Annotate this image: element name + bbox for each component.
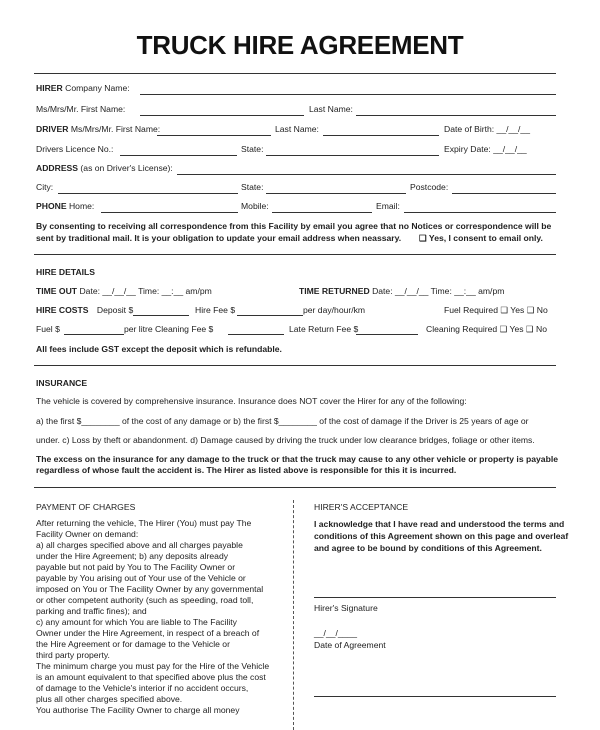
- phone-home-row: [36, 201, 94, 211]
- payment-text-line: the Hire Agreement or for damage to the Vehicle or: [36, 639, 230, 649]
- consent-text-line2: sent by traditional mail. It is your obligation to update your email address when neassary.: [36, 233, 402, 243]
- time-out-row[interactable]: [36, 286, 212, 296]
- phone-home-field[interactable]: [101, 212, 238, 213]
- title-divider: [34, 73, 556, 74]
- payment-text-line: under the Hire Agreement; b) any deposits already: [36, 551, 229, 561]
- hire-costs-row: [36, 305, 133, 315]
- payment-text-line: imposed on You or The Facility Owner by any governmental: [36, 584, 264, 594]
- licence-state-field[interactable]: [266, 155, 439, 156]
- acceptance-text-line1: I acknowledge that I have read and understood the terms and: [314, 519, 565, 529]
- insurance-intro: The vehicle is covered by comprehensive insurance. Insurance does NOT cover the Hirer for any of the following:: [36, 396, 467, 406]
- hirer-label: HIRER: [36, 83, 63, 93]
- time-returned-fields[interactable]: Date: __/__/__ Time: __:__ am/pm: [372, 286, 505, 296]
- address-state-field[interactable]: [266, 193, 406, 194]
- driver-first-name-label: Ms/Mrs/Mr. First Name:: [70, 124, 161, 134]
- payment-text-line: a) all charges specified above and all charges payable: [36, 540, 243, 550]
- hirer-last-name-field[interactable]: [356, 115, 556, 116]
- email-field[interactable]: [404, 212, 556, 213]
- column-divider: [293, 500, 294, 730]
- payment-text-line: or other competent authority (such as speeding, road toll,: [36, 595, 254, 605]
- consent-text-line1: By consenting to receiving all correspondence from this Facility by email you agree that no Notices or correspondence will be: [36, 221, 552, 231]
- extra-signature-line[interactable]: [314, 696, 556, 697]
- acceptance-text-line3: and agree to be bound by conditions of this Agreement.: [314, 543, 542, 553]
- address-note: (as on Driver's License):: [80, 163, 173, 173]
- cleaning-fee-field[interactable]: [228, 334, 284, 335]
- section-divider: [34, 487, 556, 488]
- agreement-date-label: Date of Agreement: [314, 640, 386, 650]
- section-divider: [34, 254, 556, 255]
- mobile-field[interactable]: [272, 212, 372, 213]
- payment-text-line: of damage to the Vehicle's interior if no accident occurs,: [36, 683, 249, 693]
- payment-text: [36, 518, 269, 716]
- payment-text-line: Owner under the Hire Agreement, in respect of a breach of: [36, 628, 260, 638]
- address-field[interactable]: [177, 174, 556, 175]
- licence-no-field[interactable]: [120, 155, 237, 156]
- driver-last-name-label: Last Name:: [275, 124, 319, 134]
- fuel-field[interactable]: [64, 334, 124, 335]
- phone-home-label: Home:: [68, 201, 95, 211]
- acceptance-heading: HIRER'S ACCEPTANCE: [314, 502, 409, 512]
- address-row: [36, 163, 173, 173]
- payment-text-line: is an amount equivalent to that specified above plus the cost: [36, 672, 266, 682]
- gst-note: All fees include GST except the deposit which is refundable.: [36, 344, 282, 354]
- driver-first-name-field[interactable]: [157, 135, 271, 136]
- time-returned-label: TIME RETURNED: [299, 286, 370, 296]
- time-returned-row[interactable]: [299, 286, 504, 296]
- hirer-first-name-field[interactable]: [140, 115, 304, 116]
- fuel-label: Fuel $: [36, 324, 60, 334]
- payment-text-line: third party property.: [36, 650, 110, 660]
- acceptance-text-line2: conditions of this Agreement shown on this page and overleaf: [314, 531, 569, 541]
- city-label: City:: [36, 182, 54, 192]
- email-consent-checkbox[interactable]: ❑ Yes, I consent to email only.: [419, 233, 543, 243]
- licence-no-label: Drivers Licence No.:: [36, 144, 114, 154]
- payment-heading: PAYMENT OF CHARGES: [36, 502, 136, 512]
- page-title: TRUCK HIRE AGREEMENT: [136, 30, 464, 60]
- licence-expiry-field[interactable]: Expiry Date: __/__/__: [444, 144, 527, 154]
- city-field[interactable]: [58, 193, 238, 194]
- company-name-label: Company Name:: [65, 83, 130, 93]
- payment-text-line: After returning the vehicle, The Hirer (You) must pay The: [36, 518, 252, 528]
- hirer-company-row: [36, 83, 130, 93]
- driver-last-name-field[interactable]: [323, 135, 439, 136]
- hire-fee-label: Hire Fee $: [195, 305, 236, 315]
- section-divider: [34, 365, 556, 366]
- fuel-required-checkboxes[interactable]: Fuel Required ❑ Yes ❑ No: [444, 305, 548, 315]
- payment-text-line: parking and traffic fines); and: [36, 606, 147, 616]
- late-return-field[interactable]: [356, 334, 418, 335]
- insurance-clause-a: a) the first $________ of the cost of any damage or b) the first $________ of the cost of damage if the Driver is 25 years of age or: [36, 416, 529, 426]
- postcode-field[interactable]: [452, 193, 556, 194]
- payment-text-line: The minimum charge you must pay for the Hire of the Vehicle: [36, 661, 270, 671]
- hire-costs-label: HIRE COSTS: [36, 305, 89, 315]
- agreement-date-field[interactable]: __/__/____: [314, 628, 358, 638]
- payment-text-line: payable by You arising out of Your use of the Vehicle or: [36, 573, 246, 583]
- hire-details-heading: HIRE DETAILS: [36, 267, 96, 277]
- payment-text-line: You authorise The Facility Owner to charge all money: [36, 705, 240, 715]
- late-return-label: Late Return Fee $: [289, 324, 359, 334]
- hire-fee-field[interactable]: [237, 315, 303, 316]
- excess-text-line1: The excess on the insurance for any damage to the truck or that the truck may cause to any other vehicle or property is payable: [36, 454, 558, 464]
- hirer-last-name-label: Last Name:: [309, 104, 353, 114]
- address-state-label: State:: [241, 182, 264, 192]
- driver-dob-field[interactable]: Date of Birth: __/__/__: [444, 124, 530, 134]
- excess-text-line2: regardless of whose fault the accident is. The Hirer as listed above is responsible for this it is incurred.: [36, 465, 457, 475]
- driver-first-name-row: [36, 124, 160, 134]
- company-name-field[interactable]: [140, 94, 556, 95]
- insurance-clause-b: under. c) Loss by theft or abandonment. d) Damage caused by driving the truck under low clearance bridges, foliage or other items.: [36, 435, 535, 445]
- address-label: ADDRESS: [36, 163, 79, 173]
- per-day-label: per day/hour/km: [303, 305, 366, 315]
- postcode-label: Postcode:: [410, 182, 449, 192]
- time-out-fields[interactable]: Date: __/__/__ Time: __:__ am/pm: [79, 286, 212, 296]
- payment-text-line: plus all other charges specified above.: [36, 694, 183, 704]
- cleaning-required-checkboxes[interactable]: Cleaning Required ❑ Yes ❑ No: [426, 324, 547, 334]
- time-out-label: TIME OUT: [36, 286, 78, 296]
- signature-field[interactable]: [314, 597, 556, 598]
- insurance-heading: INSURANCE: [36, 378, 88, 388]
- payment-text-line: c) any amount for which You are liable to The Facility: [36, 617, 237, 627]
- email-label: Email:: [376, 201, 400, 211]
- licence-state-label: State:: [241, 144, 264, 154]
- mobile-label: Mobile:: [241, 201, 269, 211]
- signature-label: Hirer's Signature: [314, 603, 378, 613]
- phone-label: PHONE: [36, 201, 67, 211]
- deposit-field[interactable]: [133, 315, 189, 316]
- hirer-first-name-label: Ms/Mrs/Mr. First Name:: [36, 104, 126, 114]
- deposit-label: Deposit $: [96, 305, 134, 315]
- driver-label: DRIVER: [36, 124, 69, 134]
- payment-text-line: payable but not paid by You to The Facility Owner or: [36, 562, 236, 572]
- payment-text-line: Facility Owner on demand:: [36, 529, 139, 539]
- cleaning-fee-label: per litre Cleaning Fee $: [124, 324, 214, 334]
